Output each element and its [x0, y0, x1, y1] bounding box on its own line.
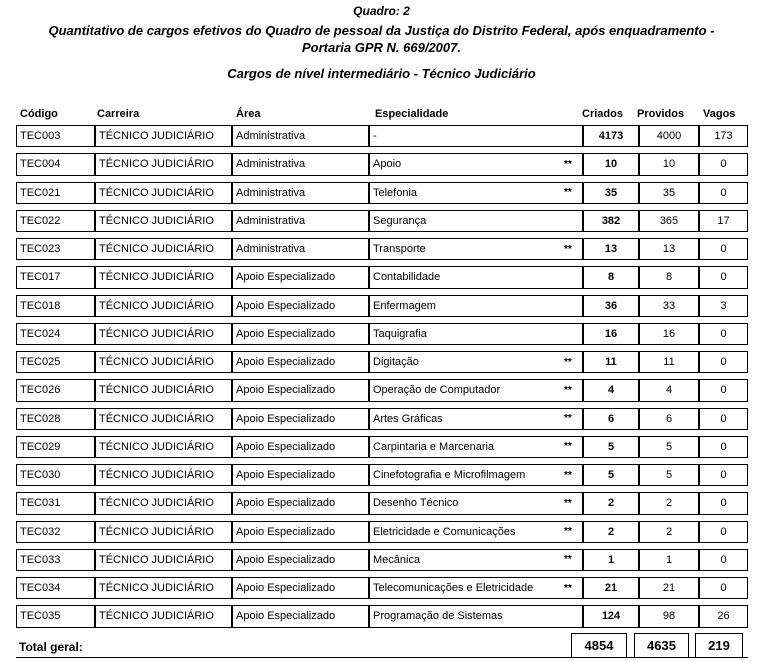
table-row — [16, 461, 748, 489]
cell-especialidade — [369, 521, 583, 543]
cell-vagos: 0 — [699, 182, 748, 204]
cell-criados: 13 — [583, 238, 639, 260]
cell-vagos: 26 — [699, 605, 748, 627]
cell-providos: 5 — [639, 436, 699, 458]
cell-criados: 5 — [583, 436, 639, 458]
especialidade-text: Cinefotografia e Microfilmagem — [373, 469, 526, 482]
cell-codigo: TEC021 — [16, 182, 95, 204]
table-row — [16, 376, 748, 404]
cell-criados: 124 — [583, 605, 639, 627]
cell-vagos: 0 — [699, 408, 748, 430]
cell-criados: 21 — [583, 577, 639, 599]
cell-providos: 365 — [639, 210, 699, 232]
table-row — [16, 405, 748, 433]
cell-codigo: TEC033 — [16, 549, 95, 571]
cell-especialidade — [369, 605, 583, 627]
cell-especialidade — [369, 125, 583, 147]
cell-codigo: TEC023 — [16, 238, 95, 260]
cell-vagos: 0 — [699, 153, 748, 175]
cell-area: Apoio Especializado — [232, 549, 369, 571]
column-header-area: Área — [236, 108, 261, 120]
cell-carreira: TÉCNICO JUDICIÁRIO — [95, 323, 232, 345]
cell-carreira: TÉCNICO JUDICIÁRIO — [95, 153, 232, 175]
cell-providos: 33 — [639, 295, 699, 317]
cell-providos: 10 — [639, 153, 699, 175]
especialidade-text: - — [373, 130, 377, 143]
especialidade-mark: ** — [564, 413, 572, 425]
cell-providos: 5 — [639, 464, 699, 486]
cell-area: Apoio Especializado — [232, 577, 369, 599]
table-row — [16, 602, 748, 630]
cell-carreira: TÉCNICO JUDICIÁRIO — [95, 577, 232, 599]
cell-vagos: 0 — [699, 351, 748, 373]
cell-providos: 6 — [639, 408, 699, 430]
cell-area: Apoio Especializado — [232, 379, 369, 401]
cell-vagos: 0 — [699, 436, 748, 458]
cell-criados: 11 — [583, 351, 639, 373]
especialidade-text: Carpintaria e Marcenaria — [373, 440, 495, 453]
cell-area: Apoio Especializado — [232, 436, 369, 458]
cell-carreira: TÉCNICO JUDICIÁRIO — [95, 408, 232, 430]
cell-criados: 6 — [583, 408, 639, 430]
cell-vagos: 3 — [699, 295, 748, 317]
cell-area: Apoio Especializado — [232, 295, 369, 317]
especialidade-text: Enfermagem — [373, 299, 436, 312]
cell-vagos: 0 — [699, 464, 748, 486]
cell-carreira: TÉCNICO JUDICIÁRIO — [95, 464, 232, 486]
cell-providos: 1 — [639, 549, 699, 571]
cell-especialidade — [369, 266, 583, 288]
especialidade-mark: ** — [564, 158, 572, 170]
especialidade-text: Mecânica — [373, 553, 421, 566]
cell-carreira: TÉCNICO JUDICIÁRIO — [95, 521, 232, 543]
especialidade-mark: ** — [564, 243, 572, 255]
cell-area: Apoio Especializado — [232, 492, 369, 514]
cell-criados: 5 — [583, 464, 639, 486]
especialidade-mark: ** — [564, 356, 572, 368]
column-header-criados: Criados — [582, 108, 623, 120]
cell-carreira: TÉCNICO JUDICIÁRIO — [95, 351, 232, 373]
especialidade-text: Contabilidade — [373, 271, 441, 284]
cell-area: Administrativa — [232, 182, 369, 204]
especialidade-text: Artes Gráficas — [373, 412, 443, 425]
cell-criados: 1 — [583, 549, 639, 571]
cell-criados: 2 — [583, 492, 639, 514]
cell-area: Administrativa — [232, 125, 369, 147]
cell-area: Apoio Especializado — [232, 521, 369, 543]
cell-carreira: TÉCNICO JUDICIÁRIO — [95, 210, 232, 232]
cell-codigo: TEC032 — [16, 521, 95, 543]
cell-especialidade — [369, 408, 583, 430]
cell-providos: 35 — [639, 182, 699, 204]
cell-codigo: TEC004 — [16, 153, 95, 175]
cell-providos: 11 — [639, 351, 699, 373]
cell-providos: 8 — [639, 266, 699, 288]
cell-carreira: TÉCNICO JUDICIÁRIO — [95, 266, 232, 288]
cell-vagos: 0 — [699, 521, 748, 543]
table-row — [16, 292, 748, 320]
table-row — [16, 546, 748, 574]
cell-codigo: TEC018 — [16, 295, 95, 317]
cell-area: Apoio Especializado — [232, 323, 369, 345]
document-title — [0, 22, 763, 56]
especialidade-text: Apoio — [373, 158, 402, 171]
column-header-vagos: Vagos — [703, 108, 736, 120]
table-row — [16, 348, 748, 376]
especialidade-mark: ** — [564, 187, 572, 199]
cell-area: Apoio Especializado — [232, 408, 369, 430]
cell-codigo: TEC017 — [16, 266, 95, 288]
cell-carreira: TÉCNICO JUDICIÁRIO — [95, 295, 232, 317]
title-line-1: Quantitativo de cargos efetivos do Quadro de pessoal da Justiça do Distrito Federal, após enquadramento - — [48, 23, 715, 38]
cell-criados: 4 — [583, 379, 639, 401]
especialidade-mark: ** — [564, 469, 572, 481]
cell-providos: 4 — [639, 379, 699, 401]
cell-providos: 2 — [639, 492, 699, 514]
cell-area: Administrativa — [232, 153, 369, 175]
cell-codigo: TEC028 — [16, 408, 95, 430]
especialidade-text: Programação de Sistemas — [373, 610, 503, 623]
cell-especialidade — [369, 295, 583, 317]
cell-criados: 4173 — [583, 125, 639, 147]
especialidade-text: Transporte — [373, 243, 426, 256]
column-header-providos: Providos — [637, 108, 685, 120]
table-row — [16, 574, 748, 602]
table-row — [16, 207, 748, 235]
table-row — [16, 150, 748, 178]
total-vagos: 219 — [695, 633, 743, 657]
cell-providos: 16 — [639, 323, 699, 345]
cell-criados: 8 — [583, 266, 639, 288]
cell-especialidade — [369, 577, 583, 599]
title-line-2: Portaria GPR N. 669/2007. — [302, 40, 461, 55]
table-row — [16, 122, 748, 150]
cell-criados: 2 — [583, 521, 639, 543]
especialidade-text: Operação de Computador — [373, 384, 501, 397]
especialidade-mark: ** — [564, 582, 572, 594]
table-row — [16, 263, 748, 291]
cell-codigo: TEC034 — [16, 577, 95, 599]
cell-carreira: TÉCNICO JUDICIÁRIO — [95, 379, 232, 401]
cell-codigo: TEC024 — [16, 323, 95, 345]
column-header-codigo: Código — [20, 108, 58, 120]
table-row — [16, 489, 748, 517]
cell-especialidade — [369, 351, 583, 373]
cell-criados: 10 — [583, 153, 639, 175]
cell-carreira: TÉCNICO JUDICIÁRIO — [95, 549, 232, 571]
cell-area: Apoio Especializado — [232, 605, 369, 627]
especialidade-mark: ** — [564, 554, 572, 566]
cell-providos: 2 — [639, 521, 699, 543]
cell-codigo: TEC026 — [16, 379, 95, 401]
especialidade-text: Telecomunicações e Eletricidade — [373, 582, 534, 595]
cell-codigo: TEC035 — [16, 605, 95, 627]
cell-providos: 4000 — [639, 125, 699, 147]
especialidade-text: Eletricidade e Comunicações — [373, 525, 516, 538]
table-row — [16, 320, 748, 348]
cell-especialidade — [369, 153, 583, 175]
cell-codigo: TEC022 — [16, 210, 95, 232]
cell-especialidade — [369, 549, 583, 571]
cell-criados: 382 — [583, 210, 639, 232]
cell-especialidade — [369, 464, 583, 486]
cell-carreira: TÉCNICO JUDICIÁRIO — [95, 492, 232, 514]
cell-vagos: 0 — [699, 379, 748, 401]
document-subtitle: Cargos de nível intermediário - Técnico Judiciário — [227, 66, 536, 81]
especialidade-mark: ** — [564, 526, 572, 538]
cell-vagos: 0 — [699, 238, 748, 260]
cell-vagos: 0 — [699, 323, 748, 345]
cell-providos: 21 — [639, 577, 699, 599]
cell-especialidade — [369, 492, 583, 514]
cell-carreira: TÉCNICO JUDICIÁRIO — [95, 238, 232, 260]
cell-criados: 35 — [583, 182, 639, 204]
cell-providos: 13 — [639, 238, 699, 260]
table-row — [16, 235, 748, 263]
cell-area: Administrativa — [232, 238, 369, 260]
cell-codigo: TEC003 — [16, 125, 95, 147]
cell-area: Apoio Especializado — [232, 464, 369, 486]
total-rule — [16, 657, 748, 658]
column-header-carreira: Carreira — [97, 108, 140, 120]
quadro-label: Quadro: 2 — [353, 4, 410, 18]
cell-providos: 98 — [639, 605, 699, 627]
cell-especialidade — [369, 182, 583, 204]
especialidade-mark: ** — [564, 441, 572, 453]
especialidade-mark: ** — [564, 384, 572, 396]
positions-table — [16, 122, 748, 631]
cell-especialidade — [369, 323, 583, 345]
cell-codigo: TEC031 — [16, 492, 95, 514]
cell-codigo: TEC029 — [16, 436, 95, 458]
cell-vagos: 173 — [699, 125, 748, 147]
cell-vagos: 0 — [699, 492, 748, 514]
especialidade-text: Segurança — [373, 214, 427, 227]
cell-area: Apoio Especializado — [232, 266, 369, 288]
cell-carreira: TÉCNICO JUDICIÁRIO — [95, 436, 232, 458]
cell-vagos: 0 — [699, 549, 748, 571]
cell-carreira: TÉCNICO JUDICIÁRIO — [95, 605, 232, 627]
cell-vagos: 17 — [699, 210, 748, 232]
cell-especialidade — [369, 238, 583, 260]
cell-especialidade — [369, 379, 583, 401]
especialidade-text: Desenho Técnico — [373, 497, 459, 510]
table-row — [16, 433, 748, 461]
total-criados: 4854 — [571, 633, 627, 657]
total-providos: 4635 — [634, 633, 689, 657]
cell-especialidade — [369, 210, 583, 232]
especialidade-text: Digitação — [373, 356, 419, 369]
cell-carreira: TÉCNICO JUDICIÁRIO — [95, 182, 232, 204]
cell-carreira: TÉCNICO JUDICIÁRIO — [95, 125, 232, 147]
cell-codigo: TEC030 — [16, 464, 95, 486]
table-row — [16, 518, 748, 546]
cell-especialidade — [369, 436, 583, 458]
total-label: Total geral: — [19, 640, 83, 654]
cell-area: Apoio Especializado — [232, 351, 369, 373]
especialidade-mark: ** — [564, 497, 572, 509]
column-header-especialidade: Especialidade — [375, 108, 449, 120]
cell-codigo: TEC025 — [16, 351, 95, 373]
cell-criados: 16 — [583, 323, 639, 345]
especialidade-text: Telefonia — [373, 186, 418, 199]
table-row — [16, 179, 748, 207]
cell-vagos: 0 — [699, 577, 748, 599]
cell-vagos: 0 — [699, 266, 748, 288]
cell-area: Administrativa — [232, 210, 369, 232]
cell-criados: 36 — [583, 295, 639, 317]
especialidade-text: Taquigrafia — [373, 327, 427, 340]
